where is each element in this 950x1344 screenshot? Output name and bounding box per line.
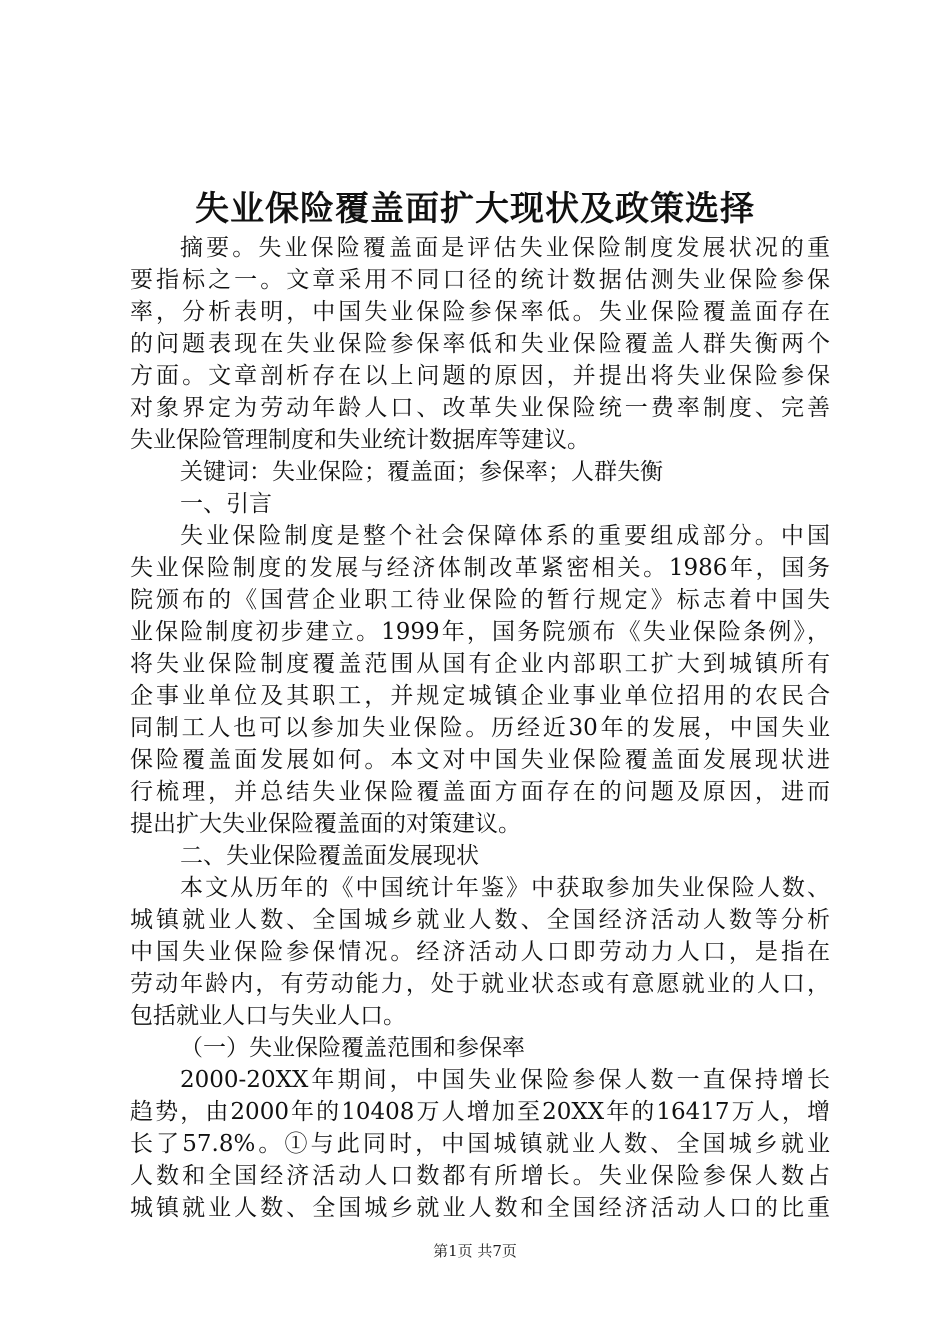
text-line: 的问题表现在失业保险参保率低和失业保险覆盖人群失衡两个 (130, 331, 830, 357)
text-line: 中国失业保险参保情况。经济活动人口即劳动力人口，是指在 (130, 939, 830, 965)
text-line: 企事业单位及其职工，并规定城镇企业事业单位招用的农民合 (130, 683, 830, 709)
text-line: 要指标之一。文章采用不同口径的统计数据估测失业保险参保 (130, 267, 830, 293)
document-title: 失业保险覆盖面扩大现状及政策选择 (195, 189, 755, 229)
text-line: 人数和全国经济活动人口数都有所增长。失业保险参保人数占 (130, 1163, 830, 1189)
text-line: 本文从历年的《中国统计年鉴》中获取参加失业保险人数、 (180, 875, 830, 901)
text-line: 关键词：失业保险；覆盖面；参保率；人群失衡 (180, 459, 663, 485)
text-line: 失业保险制度的发展与经济体制改革紧密相关。1986年，国务 (130, 555, 830, 581)
text-line: 失业保险制度是整个社会保障体系的重要组成部分。中国 (180, 523, 830, 549)
text-line: 城镇就业人数、全国城乡就业人数和全国经济活动人口的比重 (130, 1195, 830, 1221)
text-line: 提出扩大失业保险覆盖面的对策建议。 (130, 811, 521, 837)
text-line: 包括就业人口与失业人口。 (130, 1003, 406, 1029)
text-line: 失业保险管理制度和失业统计数据库等建议。 (130, 427, 590, 453)
text-line: 院颁布的《国营企业职工待业保险的暂行规定》标志着中国失 (130, 587, 830, 613)
text-line: 趋势，由2000年的10408万人增加至20XX年的16417万人，增 (130, 1099, 830, 1125)
page-footer: 第1页 共7页 (433, 1242, 517, 1260)
text-line: 一、引言 (180, 491, 272, 517)
text-line: 方面。文章剖析存在以上问题的原因，并提出将失业保险参保 (130, 363, 830, 389)
text-line: 将失业保险制度覆盖范围从国有企业内部职工扩大到城镇所有 (130, 651, 830, 677)
text-line: 行梳理，并总结失业保险覆盖面方面存在的问题及原因，进而 (130, 779, 830, 805)
text-line: 二、失业保险覆盖面发展现状 (180, 843, 479, 869)
document-body (130, 232, 830, 1224)
text-line: 率，分析表明，中国失业保险参保率低。失业保险覆盖面存在 (130, 299, 830, 325)
text-line: 城镇就业人数、全国城乡就业人数、全国经济活动人数等分析 (130, 907, 830, 933)
text-line: 同制工人也可以参加失业保险。历经近30年的发展，中国失业 (130, 715, 830, 741)
text-line: 2000-20XX年期间，中国失业保险参保人数一直保持增长 (180, 1067, 830, 1093)
text-line: （一）失业保险覆盖范围和参保率 (180, 1035, 525, 1061)
text-line: 业保险制度初步建立。1999年，国务院颁布《失业保险条例》， (130, 619, 830, 645)
text-line: 保险覆盖面发展如何。本文对中国失业保险覆盖面发展现状进 (130, 747, 830, 773)
text-line: 长了57.8%。①与此同时，中国城镇就业人数、全国城乡就业 (130, 1131, 830, 1157)
text-line: 劳动年龄内，有劳动能力，处于就业状态或有意愿就业的人口， (130, 971, 830, 997)
text-line: 对象界定为劳动年龄人口、改革失业保险统一费率制度、完善 (130, 395, 830, 421)
text-line: 摘要。失业保险覆盖面是评估失业保险制度发展状况的重 (180, 235, 830, 261)
